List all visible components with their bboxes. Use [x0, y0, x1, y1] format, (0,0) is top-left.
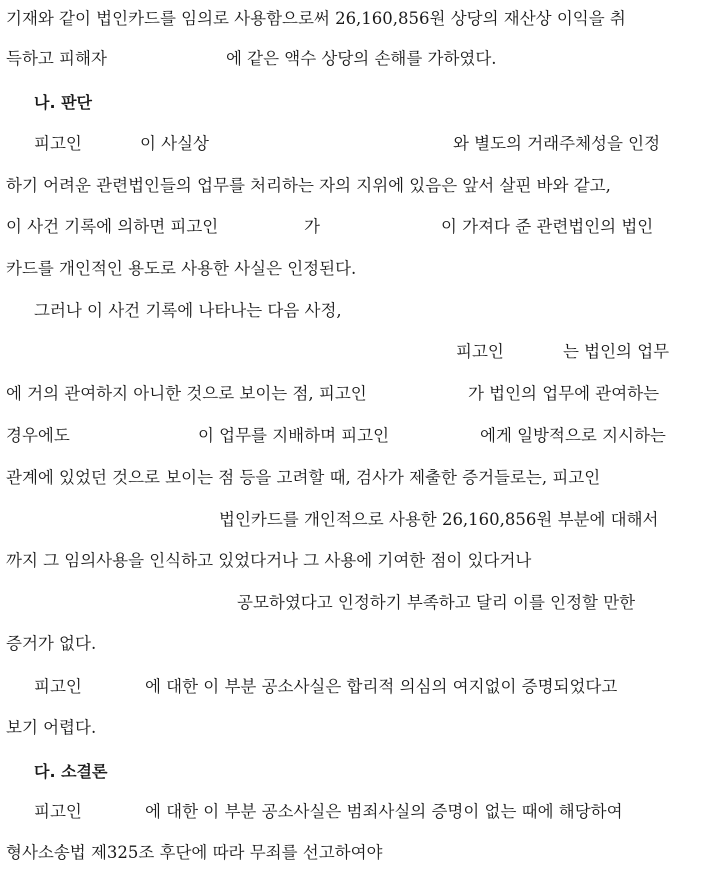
- text-line: 증거가 없다.: [6, 634, 97, 653]
- text-line: 는 법인의 업무: [563, 342, 670, 361]
- text-line: 가: [304, 217, 320, 236]
- text-line: 피고인: [34, 677, 82, 696]
- text-line: 이 사건 기록에 의하면 피고인: [6, 217, 219, 236]
- text-line: 보기 어렵다.: [6, 718, 97, 737]
- text-line: 피고인: [34, 802, 82, 821]
- text-line: 이 업무를 지배하며 피고인: [198, 426, 390, 445]
- text-line: 득하고 피해자: [6, 49, 107, 68]
- text-line: 그러나 이 사건 기록에 나타나는 다음 사정,: [34, 301, 342, 320]
- text-line: 기재와 같이 법인카드를 임의로 사용함으로써 26,160,856원 상당의 재산상 이익을 취: [6, 9, 626, 28]
- text-line: 이 가져다 준 관련법인의 법인: [441, 217, 654, 236]
- text-line: 경우에도: [6, 426, 70, 445]
- text-line: 가 법인의 업무에 관여하는: [468, 384, 660, 403]
- text-line: 에게 일방적으로 지시하는: [480, 426, 666, 445]
- text-line: 관계에 있었던 것으로 보이는 점 등을 고려할 때, 검사가 제출한 증거들로는, 피고인: [6, 468, 601, 487]
- section-heading: 다. 소결론: [34, 762, 108, 781]
- text-line: 피고인: [456, 342, 504, 361]
- text-line: 이 사실상: [140, 134, 210, 153]
- text-line: 에 같은 액수 상당의 손해를 가하였다.: [226, 49, 497, 68]
- section-heading: 나. 판단: [34, 93, 93, 112]
- text-line: 와 별도의 거래주체성을 인정: [453, 134, 661, 153]
- text-line: 형사소송법 제325조 후단에 따라 무죄를 선고하여야: [6, 843, 383, 862]
- text-line: 카드를 개인적인 용도로 사용한 사실은 인정된다.: [6, 259, 357, 278]
- text-line: 공모하였다고 인정하기 부족하고 달리 이를 인정할 만한: [237, 593, 636, 612]
- text-line: 피고인: [34, 134, 82, 153]
- text-line: 까지 그 임의사용을 인식하고 있었다거나 그 사용에 기여한 점이 있다거나: [6, 551, 532, 570]
- text-line: 법인카드를 개인적으로 사용한 26,160,856원 부분에 대해서: [219, 510, 659, 529]
- text-line: 에 대한 이 부분 공소사실은 범죄사실의 증명이 없는 때에 해당하여: [145, 802, 623, 821]
- text-line: 에 거의 관여하지 아니한 것으로 보이는 점, 피고인: [6, 384, 367, 403]
- text-line: 에 대한 이 부분 공소사실은 합리적 의심의 여지없이 증명되었다고: [145, 677, 618, 696]
- text-line: 하기 어려운 관련법인들의 업무를 처리하는 자의 지위에 있음은 앞서 살핀 바와 같고,: [6, 176, 611, 195]
